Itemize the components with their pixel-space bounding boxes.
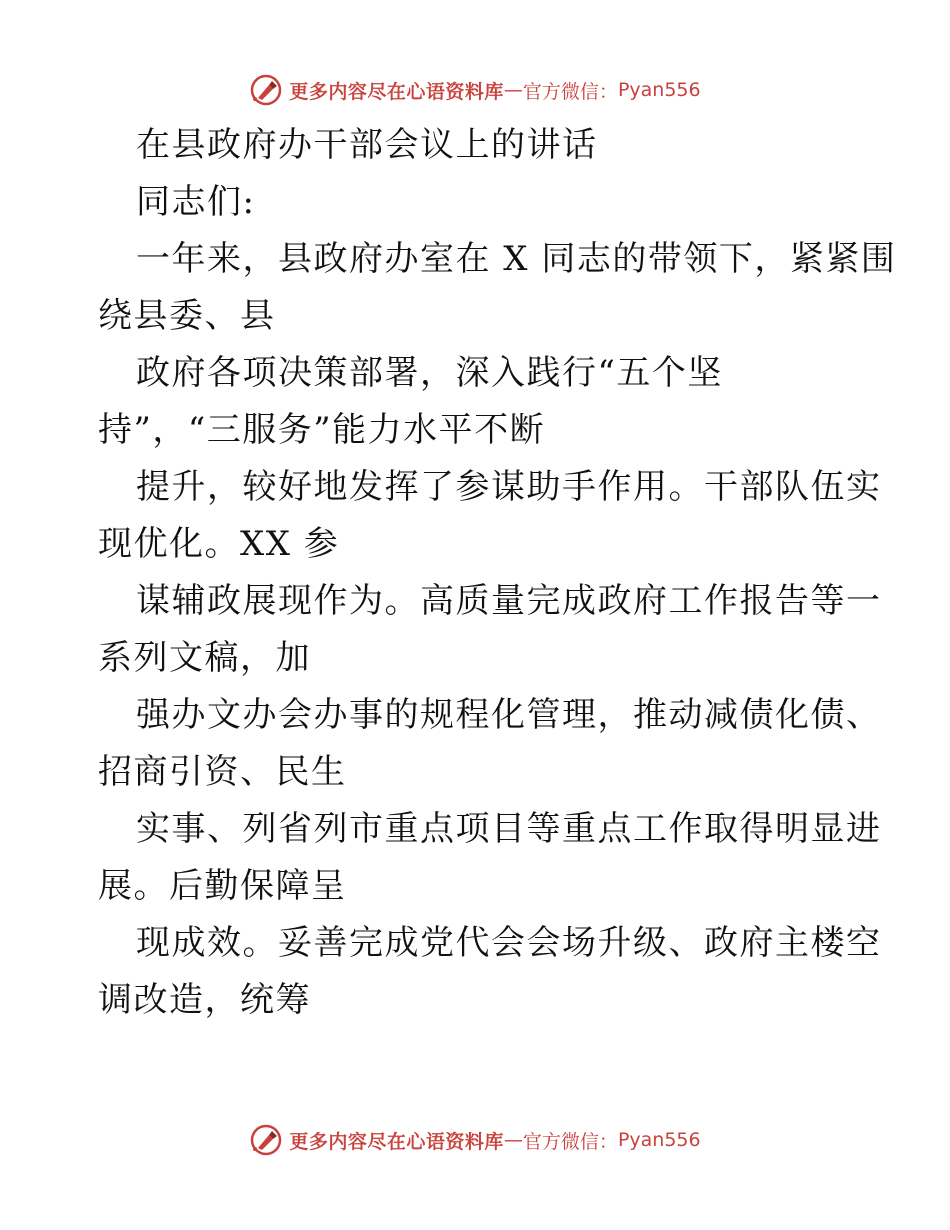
document-body [98, 117, 897, 1029]
paragraph-line: 现优化。XX 参 [98, 524, 340, 564]
header-watermark [0, 70, 950, 110]
paragraph-line: 实事、列省列市重点项目等重点工作取得明显进 [136, 809, 882, 849]
watermark-sub-text: 官方微信： [522, 80, 618, 103]
footer-watermark [0, 1120, 950, 1160]
paragraph-line: 调改造，统筹 [98, 980, 311, 1020]
paragraph-line: 一年来，县政府办室在 X 同志的带领下，紧紧围 [136, 239, 897, 279]
watermark-sub-text: 官方微信： [522, 1130, 618, 1153]
paragraph-line: 提升，较好地发挥了参谋助手作用。干部队伍实 [136, 467, 882, 507]
paragraph-line: 强办文办会办事的规程化管理，推动减债化债、 [136, 695, 882, 735]
paragraph-line: 持”，“三服务”能力水平不断 [98, 410, 546, 450]
watermark-wechat-id: Pyan556 [617, 79, 701, 101]
pen-nib-logo-icon [249, 73, 283, 107]
document-title: 在县政府办干部会议上的讲话 [136, 125, 598, 165]
paragraph-line: 谋辅政展现作为。高质量完成政府工作报告等一 [136, 581, 882, 621]
paragraph-line: 现成效。妥善完成党代会会场升级、政府主楼空 [136, 923, 882, 963]
watermark-wechat-id: Pyan556 [617, 1129, 701, 1151]
paragraph-line: 招商引资、民生 [98, 752, 347, 792]
paragraph-line: 绕县委、县 [98, 296, 276, 336]
pen-nib-logo-icon [249, 1123, 283, 1157]
watermark-main-text: 更多内容尽在心语资料库 [289, 1130, 504, 1153]
watermark-dash: — [503, 79, 523, 101]
watermark-dash: — [503, 1129, 523, 1151]
watermark-main-text: 更多内容尽在心语资料库 [289, 80, 504, 103]
paragraph-line: 展。后勤保障呈 [98, 866, 347, 906]
paragraph-line: 系列文稿，加 [98, 638, 311, 678]
salutation: 同志们: [136, 182, 256, 222]
paragraph-line: 政府各项决策部署，深入践行“五个坚 [136, 353, 723, 393]
